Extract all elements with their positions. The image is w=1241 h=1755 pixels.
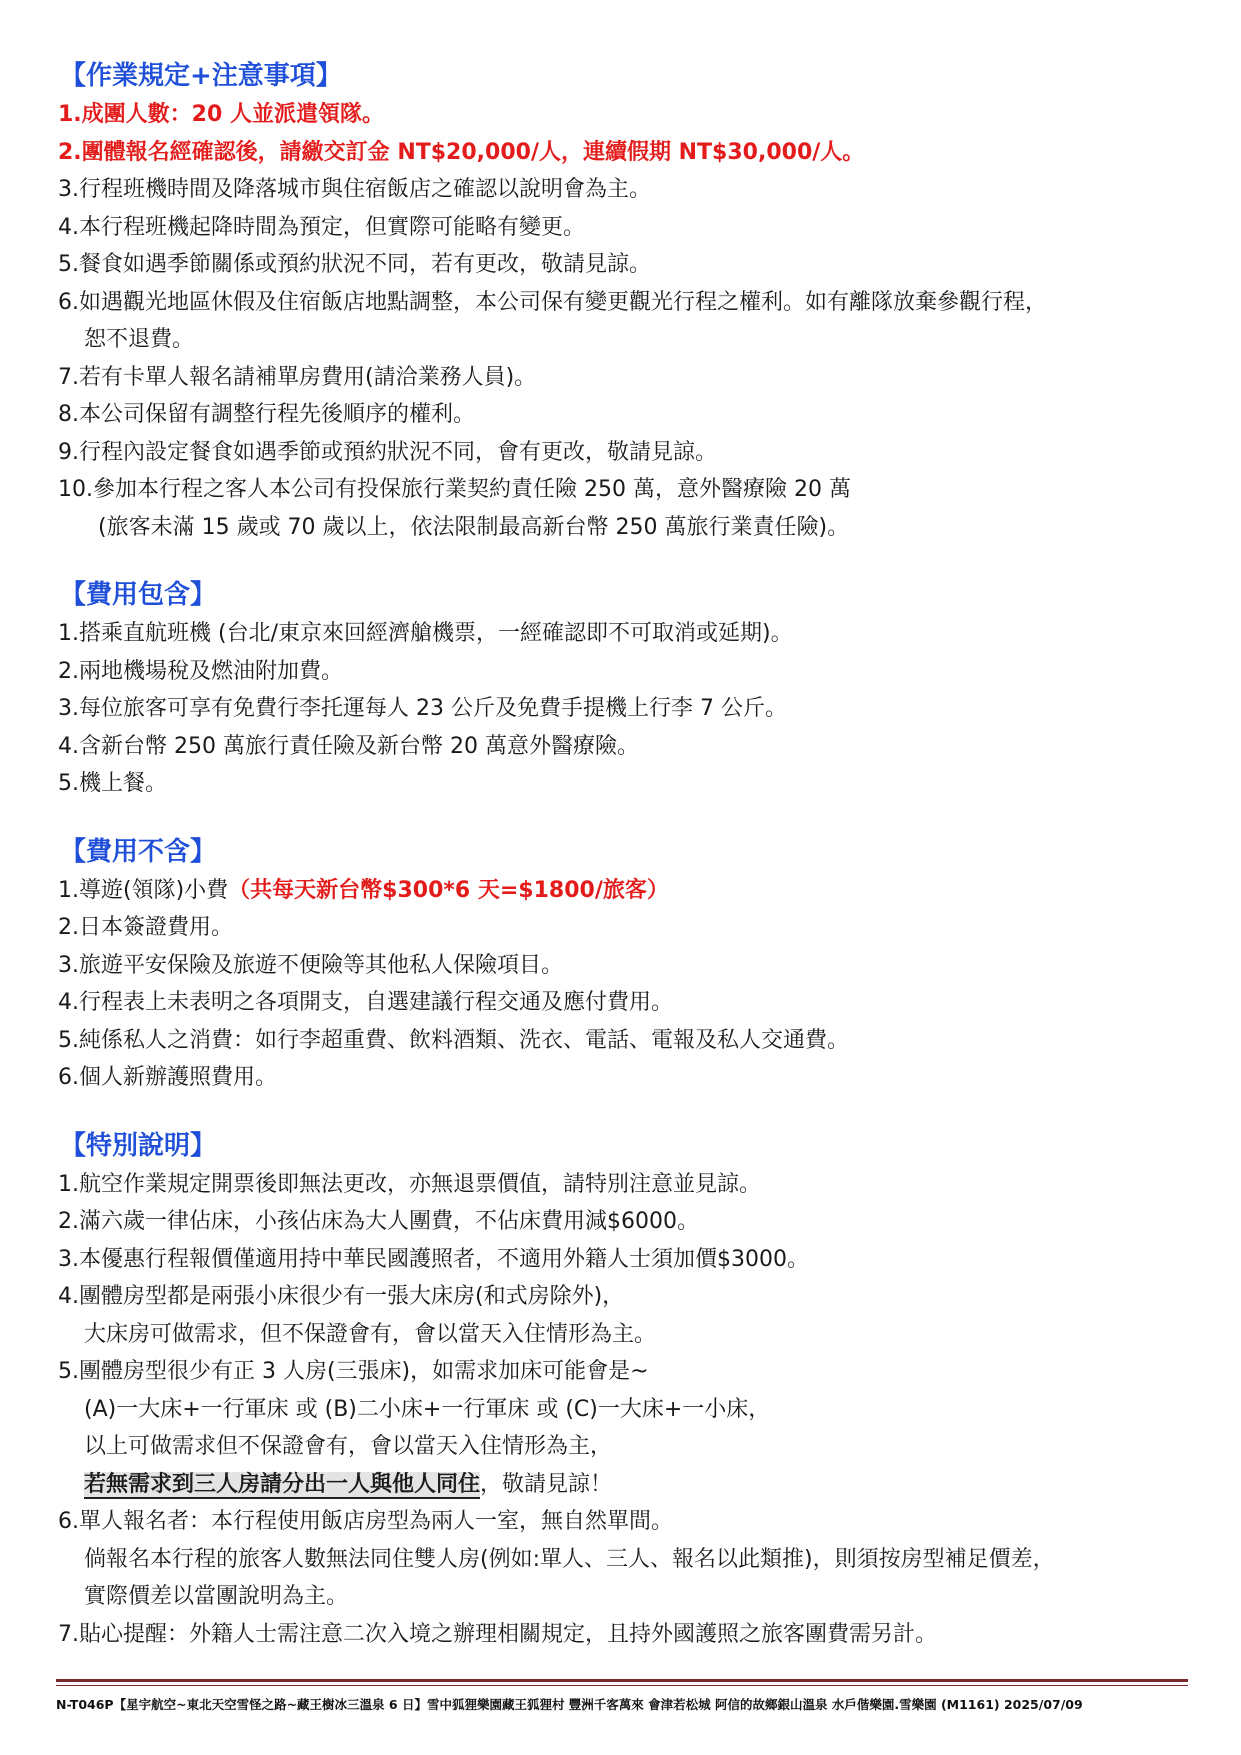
special-item-6-note: 實際價差以當團說明為主。 (84, 1584, 349, 1609)
excluded-item-1 (58, 872, 1188, 910)
rule-item-10-continued: (旅客未滿 15 歲或 70 歲以上，依法限制最高新台幣 250 萬旅行業責任險)。 (98, 514, 850, 540)
included-item-2: 2.兩地機場稅及燃油附加費。 (58, 658, 343, 684)
special-item-6-continued: 倘報名本行程的旅客人數無法同住雙人房(例如:單人、三人、報名以此類推)，則須按房型補足價差， (84, 1546, 1055, 1572)
included-item-3: 3.每位旅客可享有免費行李托運每人 23 公斤及免費手提機上行李 7 公斤。 (58, 696, 787, 721)
special-item-4-continued: 大床房可做需求，但不保證會有，會以當天入住情形為主。 (84, 1321, 657, 1347)
included-item-1: 1.搭乘直航班機 (台北/東京來回經濟艙機票，一經確認即不可取消或延期)。 (58, 621, 793, 646)
included-item-4: 4.含新台幣 250 萬旅行責任險及新台幣 20 萬意外醫療險。 (58, 733, 639, 759)
section-excluded (58, 832, 1188, 1097)
special-item-5-note: 以上可做需求但不保證會有，會以當天入住情形為主， (84, 1434, 613, 1459)
special-item-5: 5.團體房型很少有正 3 人房(三張床)，如需求加床可能會是~ (58, 1359, 649, 1384)
rule-item-1: 1.成團人數：20 人並派遣領隊。 (58, 102, 384, 127)
special-item-2: 2.滿六歲一律佔床，小孩佔床為大人團費，不佔床費用減$6000。 (58, 1209, 699, 1234)
rule-item-9: 9.行程內設定餐食如遇季節或預約狀況不同，會有更改，敬請見諒。 (58, 439, 717, 465)
rule-item-2: 2.團體報名經確認後，請繳交訂金 NT$20,000/人，連續假期 NT$30,000/人。 (58, 139, 865, 165)
footer-divider (56, 1679, 1188, 1682)
highlight-suffix: ，敬請見諒！ (480, 1471, 613, 1497)
included-item-5: 5.機上餐。 (58, 771, 167, 796)
section-included (58, 575, 1188, 803)
special-item-5-options: (A)一大床+一行軍床 或 (B)二小床+一行軍床 或 (C)一大床+一小床， (84, 1396, 771, 1422)
special-item-6: 6.單人報名者：本行程使用飯店房型為兩人一室，無自然單間。 (58, 1509, 673, 1534)
section-heading: 【費用包含】 (60, 580, 217, 610)
rule-item-4: 4.本行程班機起降時間為預定，但實際可能略有變更。 (58, 214, 585, 240)
special-item-1: 1.航空作業規定開票後即無法更改，亦無退票價值，請特別注意並見諒。 (58, 1171, 761, 1197)
excluded-item-4: 4.行程表上未表明之各項開支，自選建議行程交通及應付費用。 (58, 990, 673, 1015)
rule-item-5: 5.餐食如遇季節關係或預約狀況不同，若有更改，敬請見諒。 (58, 252, 651, 277)
section-heading: 【特別說明】 (60, 1130, 217, 1161)
excluded-item-5: 5.純係私人之消費：如行李超重費、飲料酒類、洗衣、電話、電報及私人交通費。 (58, 1027, 849, 1053)
rule-item-3: 3.行程班機時間及降落城市與住宿飯店之確認以說明會為主。 (58, 177, 651, 202)
document-body (58, 56, 1188, 1682)
highlighted-notice: 若無需求到三人房請分出一人與他人同住 (84, 1471, 481, 1497)
rule-item-10: 10.參加本行程之客人本公司有投保旅行業契約責任險 250 萬，意外醫療險 20 萬 (58, 477, 851, 502)
footer-divider-thin (56, 1685, 1188, 1686)
excluded-item-3: 3.旅遊平安保險及旅遊不便險等其他私人保險項目。 (58, 952, 563, 978)
excluded-item-2: 2.日本簽證費用。 (58, 915, 233, 940)
rule-item-8: 8.本公司保留有調整行程先後順序的權利。 (58, 402, 475, 427)
special-item-3: 3.本優惠行程報價僅適用持中華民國護照者，不適用外籍人士須加價$3000。 (58, 1246, 809, 1272)
section-heading: 【費用不含】 (60, 836, 217, 867)
rule-item-6: 6.如遇觀光地區休假及住宿飯店地點調整，本公司保有變更觀光行程之權利。如有離隊放棄參觀行程， (58, 289, 1047, 315)
footer-tour-info: N-T046P【星宇航空~東北天空雪怪之路~藏王樹冰三溫泉 6 日】雪中狐狸樂園藏王狐狸村 豐洲千客萬來 會津若松城 阿信的故鄉銀山溫泉 水戶偕樂園.雪樂園 (M1161) 2025/07/09 (56, 1697, 1083, 1712)
special-item-7: 7.貼心提醒：外籍人士需注意二次入境之辦理相關規定，且持外國護照之旅客團費需另計。 (58, 1621, 937, 1647)
rule-item-6-continued: 恕不退費。 (84, 327, 195, 352)
section-rules (58, 56, 1188, 546)
excluded-item-1-label: 1.導遊(領隊)小費 (58, 877, 229, 903)
section-heading: 【作業規定+注意事項】 (60, 61, 342, 91)
section-special (58, 1126, 1188, 1654)
special-item-5-highlight-line (58, 1466, 1188, 1504)
special-item-4: 4.團體房型都是兩張小床很少有一張大床房(和式房除外)， (58, 1284, 625, 1309)
rule-item-7: 7.若有卡單人報名請補單房費用(請洽業務人員)。 (58, 364, 537, 390)
excluded-item-6: 6.個人新辦護照費用。 (58, 1065, 277, 1090)
tip-amount-note: （共每天新台幣$300*6 天=$1800/旅客） (228, 877, 669, 903)
